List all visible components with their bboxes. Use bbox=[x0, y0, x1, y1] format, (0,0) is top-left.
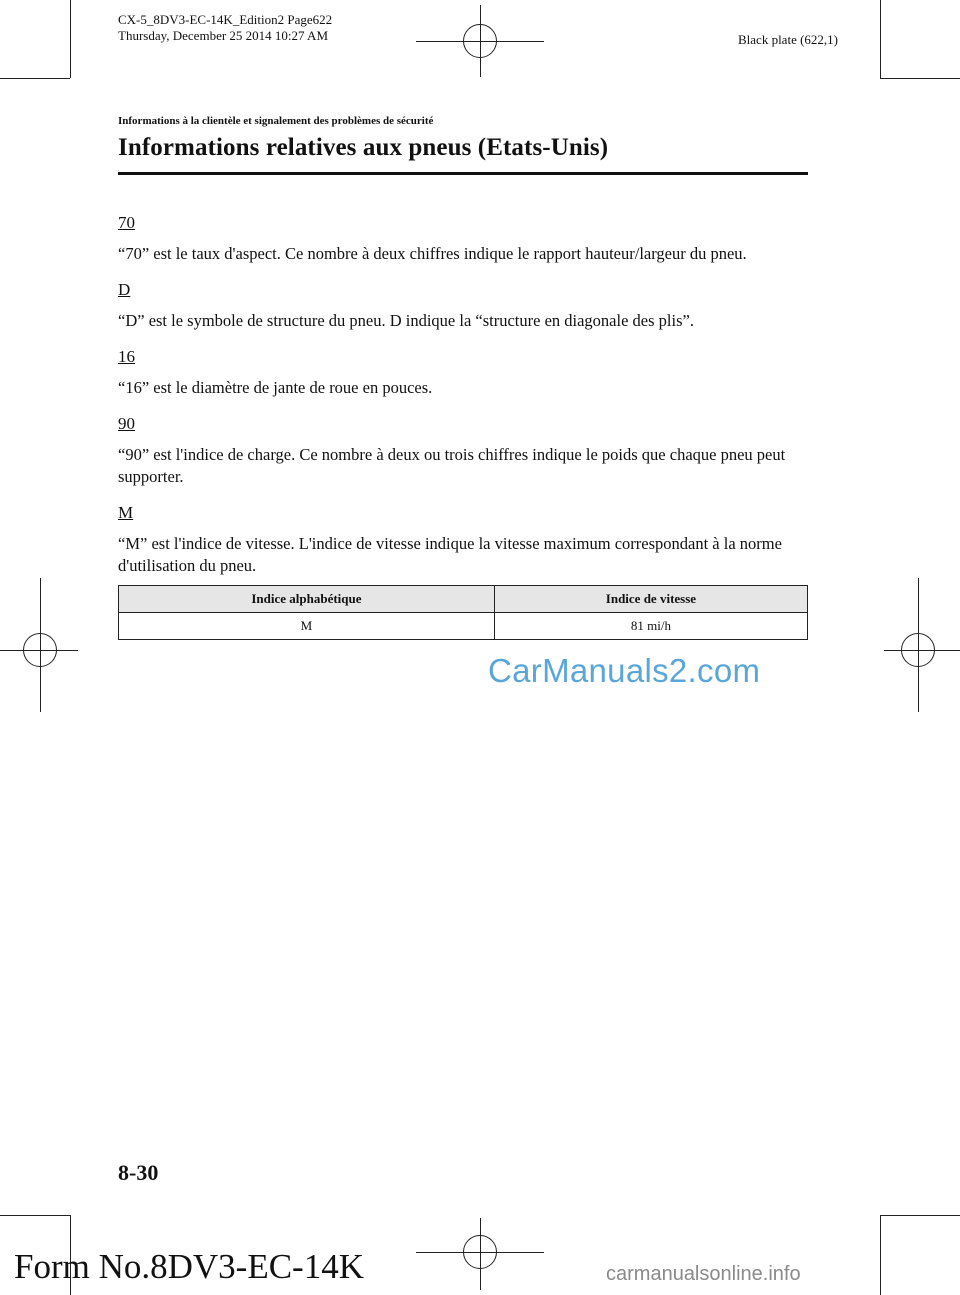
table-row bbox=[119, 613, 808, 640]
plate-label: Black plate (622,1) bbox=[738, 32, 838, 47]
tire-code-90-desc: “90” est l'indice de charge. Ce nombre à deux ou trois chiffres indique le poids que chaque pneu peut supporter. bbox=[118, 445, 786, 486]
page-title: Informations relatives aux pneus (Etats-Unis) bbox=[118, 134, 609, 161]
tire-code-m-desc: “M” est l'indice de vitesse. L'indice de vitesse indique la vitesse maximum correspondant à la norme d'utilisation du pneu. bbox=[118, 534, 782, 575]
section-label: Informations à la clientèle et signalement des problèmes de sécurité bbox=[118, 115, 434, 127]
form-number: Form No.8DV3-EC-14K bbox=[14, 1247, 364, 1286]
title-rule bbox=[118, 172, 808, 175]
table-cell: M bbox=[119, 613, 495, 640]
tire-code-d: D bbox=[118, 280, 131, 299]
watermark: CarManuals2.com bbox=[488, 652, 761, 689]
print-info-line1: CX-5_8DV3-EC-14K_Edition2 Page622 bbox=[118, 12, 333, 27]
tire-code-16: 16 bbox=[118, 347, 135, 366]
table-cell: 81 mi/h bbox=[494, 613, 807, 640]
tire-code-d-desc: “D” est le symbole de structure du pneu. D indique la “structure en diagonale des plis”. bbox=[118, 311, 694, 330]
tire-code-70: 70 bbox=[118, 213, 135, 232]
tire-code-70-desc: “70” est le taux d'aspect. Ce nombre à deux chiffres indique le rapport hauteur/largeur du pneu. bbox=[118, 244, 747, 263]
tire-code-16-desc: “16” est le diamètre de jante de roue en pouces. bbox=[118, 378, 433, 397]
print-info-line2: Thursday, December 25 2014 10:27 AM bbox=[118, 28, 329, 43]
print-info bbox=[118, 12, 332, 44]
tire-code-m: M bbox=[118, 503, 134, 522]
table-header-cell: Indice de vitesse bbox=[494, 586, 807, 613]
footer-site: carmanualsonline.info bbox=[606, 1263, 801, 1285]
tire-code-90: 90 bbox=[118, 414, 135, 433]
content bbox=[118, 212, 808, 640]
table-header-row bbox=[119, 586, 808, 613]
table-header-cell: Indice alphabétique bbox=[119, 586, 495, 613]
speed-index-table bbox=[118, 585, 808, 640]
page-number: 8-30 bbox=[118, 1160, 159, 1185]
